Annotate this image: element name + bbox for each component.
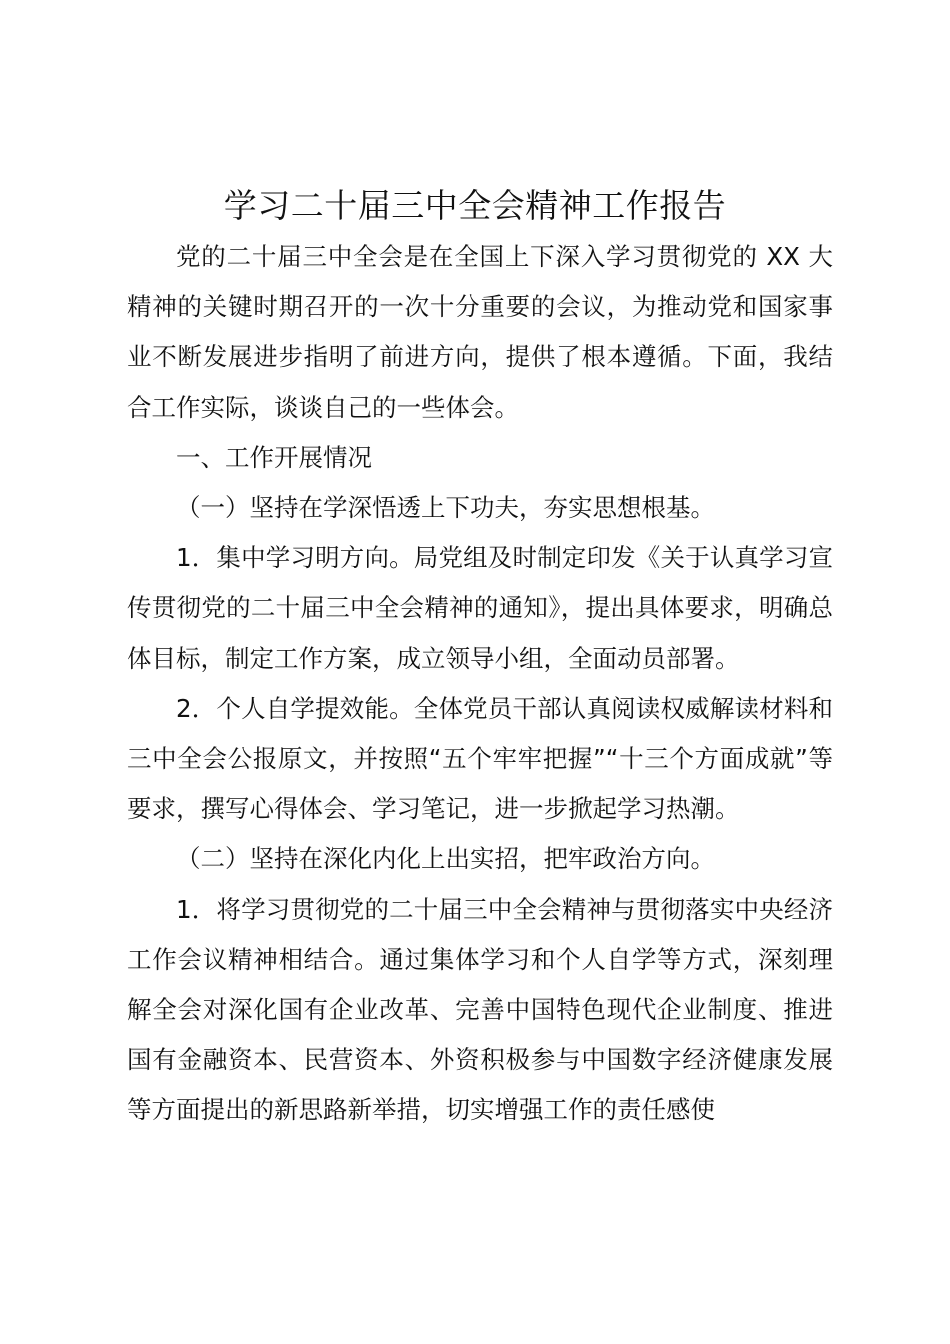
subsection-heading-2: （二）坚持在深化内化上出实招，把牢政治方向。 [176, 844, 715, 874]
document-title: 学习二十届三中全会精神工作报告 [223, 186, 727, 225]
body-paragraph: 2．个人自学提效能。全体党员干部认真阅读权威解读材料和三中全会公报原文，并按照“五个牢牢把握”“十三个方面成就”等要求，撰写心得体会、学习笔记，进一步掀起学习热潮。 [127, 693, 833, 824]
subsection-heading-1: （一）坚持在学深悟透上下功夫，夯实思想根基。 [176, 493, 715, 523]
section-heading-1: 一、工作开展情况 [176, 442, 372, 472]
body-paragraph: 1．将学习贯彻党的二十届三中全会精神与贯彻落实中央经济工作会议精神相结合。通过集体学习和个人自学等方式，深刻理解全会对深化国有企业改革、完善中国特色现代企业制度、推进国有金融资本、民营资本、外资积极参与中国数字经济健康发展等方面提出的新思路新举措，切实增强工作的责任感使 [127, 894, 833, 1125]
document-body [127, 232, 833, 1136]
body-paragraph: 1．集中学习明方向。局党组及时制定印发《关于认真学习宣传贯彻党的二十届三中全会精神的通知》，提出具体要求，明确总体目标，制定工作方案，成立领导小组，全面动员部署。 [127, 543, 833, 673]
intro-paragraph: 党的二十届三中全会是在全国上下深入学习贯彻党的 XX 大精神的关键时期召开的一次十分重要的会议，为推动党和国家事业不断发展进步指明了前进方向，提供了根本遵循。下面，我结合工作实际，谈谈自己的一些体会。 [127, 242, 833, 422]
